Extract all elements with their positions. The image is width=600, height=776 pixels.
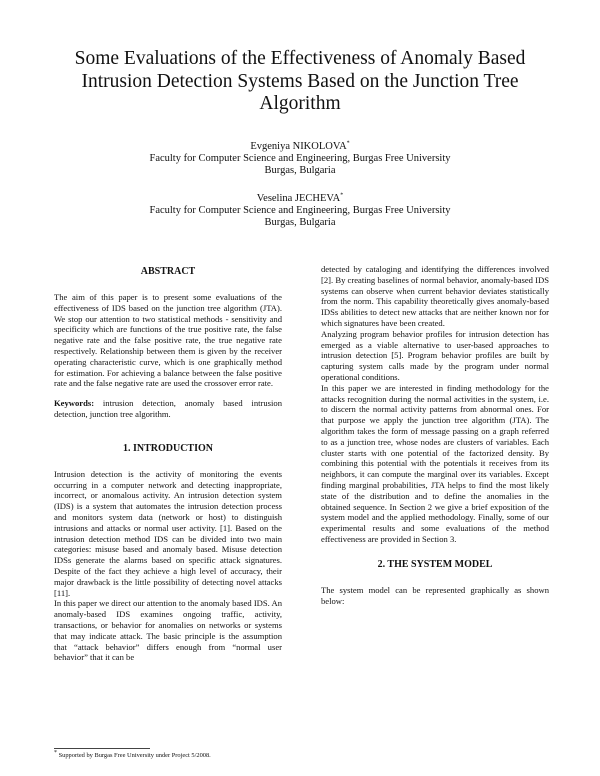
introduction-paragraph: Intrusion detection is the activity of monitoring the events occurring in a computer network and detecting inappropriate, incorrect, or anomalous activity. An intrusion detection system (IDS) is a system that automates the intrusion detection process and monitors system data (network or host) to distinguish intrusions and attacks or normal user activity. [1]. Based on the intrusion detection method IDS can be divided into two main categories: misuse based and anomaly based. Misuse detection IDSs generate the alarms based on specific attack signatures. Despite of the fact they achieve a high level of accuracy, their major drawback is the little possibility of detecting novel attacks [11]. — [54, 468, 282, 598]
author-block — [80, 141, 520, 178]
footnote-text: Supported by Burgas Free University under Project 5/2008. — [58, 752, 211, 759]
author-name-text: Veselina JECHEVA — [256, 192, 341, 204]
introduction-heading: 1. INTRODUCTION — [122, 442, 213, 454]
author-location: Burgas, Bulgaria — [264, 217, 336, 229]
author-affiliation: Faculty for Computer Science and Engineering, Burgas Free University — [149, 204, 451, 216]
keywords — [54, 398, 282, 420]
author-block — [80, 193, 520, 230]
paper-title: Some Evaluations of the Effectiveness of Anomaly Based Intrusion Detection Systems Based on the Junction Tree Algorithm — [74, 48, 526, 114]
right-column — [321, 264, 549, 606]
body-paragraph: Analyzing program behavior profiles for intrusion detection has emerged as a viable alternative to user-based approaches to intrusion detection [5]. Program behavior profiles are built by capturing system calls made by the program under normal operational conditions. — [321, 328, 549, 382]
author-footnote-mark: * — [340, 192, 344, 199]
system-model-heading: 2. THE SYSTEM MODEL — [377, 558, 493, 570]
footnote-divider — [54, 748, 150, 749]
author-name — [80, 193, 520, 205]
body-paragraph: In this paper we are interested in finding methodology for the attacks recognition during the normal activities in the system, i.e. to discern the normal activity patterns from abnormal ones. For that purpose we apply the junction tree algorithm (JTA). The algorithm takes the form of message passing on a graph referred to as a junction tree, whose nodes are clusters of variables. Each cluster starts with one potential of the factorized density. By combining this potential with the potentials it receives from its neighbors, it can compute the marginal over its variables. Except finding marginal probabilities, JTA helps to find the most likely state of the distribution and to define the anomalies in the obtained sequence. In Section 2 we give a brief exposition of the system model and the applied methodology. Finally, some of our experimental results and some evaluations of the method effectiveness are provided in Section 3. — [321, 382, 549, 544]
author-footnote-mark: * — [346, 140, 350, 147]
keywords-label: Keywords: — [54, 398, 95, 409]
author-list — [80, 141, 520, 244]
author-name — [80, 141, 520, 153]
abstract-text: The aim of this paper is to present some evaluations of the effectiveness of IDS based on the junction tree algorithm (JTA). We stop our attention to two statistical methods - sensitivity and specificity which are functions of the true positive rate, the false negative rate and the false positive rate, the true negative rate respectively. Relationship between them is given by the receiver operating characteristic curve, which is one graphically method for estimation. For achieving a balance between the false positive rate and the false negative rate are used the crossover error rate. — [54, 292, 282, 389]
footnote — [54, 749, 211, 760]
author-location: Burgas, Bulgaria — [264, 165, 336, 177]
system-model-text: The system model can be represented graphically as shown below: — [321, 584, 549, 606]
footnote-mark: * — [54, 749, 57, 756]
author-affiliation: Faculty for Computer Science and Engineering, Burgas Free University — [149, 153, 451, 165]
body-paragraph: detected by cataloging and identifying the differences involved [2]. By creating baselines of normal behavior, anomaly-based IDS systems can observe when current behavior deviates statistically from the norm. This capability theoretically gives anomaly-based IDSs abilities to detect new attacks that are neither known nor for which signatures have been created. — [321, 264, 549, 328]
keywords-text: intrusion detection, anomaly based intrusion detection, junction tree algorithm. — [54, 398, 282, 419]
introduction-paragraph: In this paper we direct our attention to the anomaly based IDS. An anomaly-based IDS examines ongoing traffic, activity, transactions, or behavior for anomalies on networks or systems that may indicate attack. The basic principle is the assumption that “attack behavior” differs enough from “normal user behavior” that it can be — [54, 598, 282, 663]
left-column — [54, 266, 282, 663]
abstract-heading: ABSTRACT — [140, 266, 196, 277]
author-name-text: Evgeniya NIKOLOVA — [250, 141, 347, 152]
